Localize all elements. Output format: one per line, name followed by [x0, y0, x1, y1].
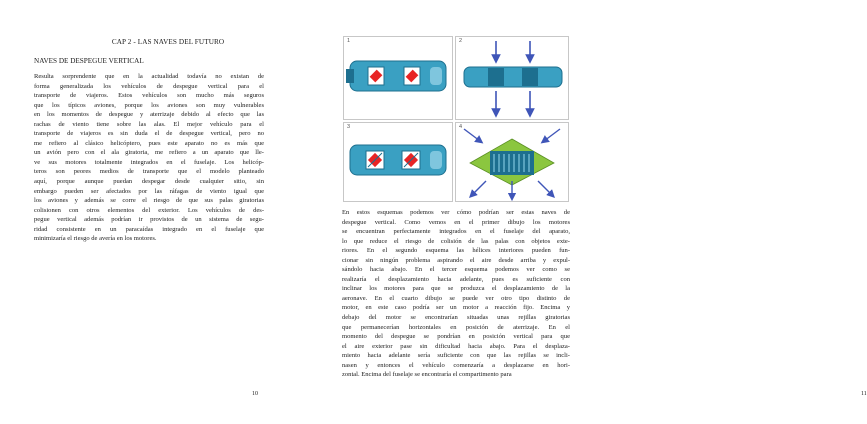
text-line: ridad consistente en un paracaídas integrado en el fuselaje que [34, 225, 264, 233]
engine-bay [488, 68, 504, 86]
aircraft-schematic-figure [343, 36, 568, 200]
text-line: motor, en este caso podría ser un motor a reacción fijo. Encima y [342, 304, 570, 312]
text-line: realizaría el desplazamiento hacia adelante, pues es suficiente con [342, 275, 570, 283]
text-line: teros son peores medios de transporte que el modelo planteado [34, 168, 264, 176]
text-line: transporte de viajeros es sin duda el de despegue vertical, pero no [34, 130, 264, 138]
text-line: aeronave. En el cuarto dibujo se puede ver otro tipo distinto de [342, 294, 570, 302]
engine-housing [490, 151, 534, 175]
cockpit-window [430, 151, 442, 169]
text-line: en los momentos de despegue y aterrizaje debido al efecto que las [34, 111, 264, 119]
panel-number: 3 [347, 124, 351, 130]
text-line: embargo pueden ser afectados por las ráfagas de viento igual que [34, 187, 264, 195]
text-line: minimizaría el riesgo de avería en los motores. [34, 235, 157, 243]
fuselage-side-view [464, 67, 562, 87]
figure-panel-1 [343, 36, 453, 120]
panel-number: 2 [459, 38, 463, 44]
text-line: colisionen con otros elementos del exterior. Los vehículos de des- [34, 206, 264, 214]
left-page [0, 0, 300, 424]
tilted-rotor-drawing [344, 123, 452, 201]
rotor-2 [404, 67, 420, 85]
rotor-1 [368, 67, 384, 85]
text-line: forma generalizada los vehículos de despegue vertical para el [34, 82, 264, 90]
tilted-rotor-2 [402, 151, 420, 169]
engine-bay [522, 68, 538, 86]
tilted-rotor-1 [366, 151, 384, 169]
text-line: En estos esquemas podemos ver cómo podrían ser estas naves de [342, 209, 570, 216]
text-line: un avión pero con el ala giratoria, me refiero a un aparato que lle- [34, 149, 264, 157]
text-line: nasen y entonces el vehículo comenzaría a desplazarse en hori- [342, 361, 570, 369]
exhaust-arrow [538, 181, 552, 195]
cockpit-window [430, 67, 442, 85]
text-line: zontal. Encima del fuselaje se encontraría el compartimento para [342, 371, 512, 379]
text-line: rachas de viento tiene sobre las alas. El mejor vehículo para el [34, 120, 264, 128]
text-line: sándolo hacia abajo. En el tercer esquema podemos ver como se [342, 266, 570, 274]
page-number-left: 10 [252, 391, 258, 397]
text-line: riores. En el segundo esquema las hélices interiores pueden fun- [342, 247, 570, 255]
chapter-title: CAP 2 - LAS NAVES DEL FUTURO [111, 38, 225, 46]
text-line: ve sus motores totalmente integrados en el fuselaje. Los helicóp- [34, 158, 264, 166]
exhaust-arrow [472, 181, 486, 195]
panel-number: 4 [459, 124, 463, 130]
text-line: el aire exterior pase sin dificultad hacia abajo. Para el desplaza- [342, 342, 570, 350]
figure-panel-4 [455, 122, 569, 202]
figure-panel-2 [455, 36, 569, 120]
section-title: NAVES DE DESPEGUE VERTICAL [34, 57, 144, 65]
text-line: aquí, porque aunque puedan despegar desde cualquier sitio, sin [34, 178, 264, 186]
text-line: inclinar los motores para que se produzca el desplazamiento de la [342, 285, 570, 293]
text-line: que los típicos aviones, porque los aviones son muy vulnerables [34, 101, 264, 109]
top-view-drawing [344, 37, 452, 119]
text-line: cionar sin ningún problema aspirando el aire desde arriba y expul- [342, 256, 570, 264]
intake-arrow [544, 129, 560, 141]
tail-fin [346, 69, 354, 83]
intake-arrow [464, 129, 480, 141]
figure-panel-3 [343, 122, 453, 202]
text-line: los aviones y además se corre el riesgo de que sus palas giratorias [34, 197, 264, 205]
jet-engine-drawing [456, 123, 568, 201]
text-line: pegue vertical además podrían ir provistos de un sistema de segu- [34, 216, 264, 224]
text-line: se encuentran perfectamente integrados en el fuselaje del aparato, [342, 228, 570, 236]
text-line: lo que reduce el riesgo de colisión de las palas con objetos exte- [342, 237, 570, 245]
text-line: miento hacia adelante sería suficiente con que las rejillas se incli- [342, 352, 570, 360]
panel-number: 1 [347, 38, 351, 44]
text-line: despegue vertical. Como vemos en el primer dibujo los motores [342, 218, 570, 226]
right-body-text [342, 208, 570, 380]
text-line: debajo del motor se encontrarían situadas unas rejillas giratorias [342, 314, 570, 322]
text-line: transporte de viajeros. Estos vehículos son mucho más seguros [34, 92, 264, 100]
text-line: momento del despegue se pondrían en posición vertical para que [342, 333, 570, 341]
left-body-text [34, 72, 264, 244]
text-line: me refiero al clásico helicóptero, pues este aparato no es más que [34, 139, 264, 147]
text-line: Resulta sorprendente que en la actualidad todavía no existan de [34, 73, 264, 80]
side-view-drawing [456, 37, 568, 119]
text-line: que permanecerían horizontales en posición de aterrizaje. En el [342, 323, 570, 331]
page-number-right: 11 [861, 391, 867, 397]
